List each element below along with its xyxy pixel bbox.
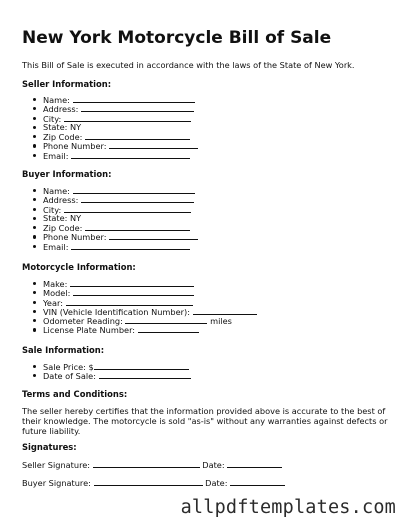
field-label: Address: [43, 104, 81, 115]
buyer-zip-field[interactable] [22, 223, 198, 232]
field-label: Odometer Reading: [43, 316, 126, 327]
terms-heading: Terms and Conditions: [22, 389, 128, 399]
field-blank[interactable] [70, 279, 194, 287]
field-blank[interactable] [73, 288, 194, 296]
field-label: City: [43, 204, 64, 215]
model-field[interactable] [22, 288, 257, 297]
document-title: New York Motorcycle Bill of Sale [22, 28, 332, 48]
field-label: Model: [43, 288, 73, 299]
intro-text: This Bill of Sale is executed in accordance with the laws of the State of New York. [22, 60, 355, 70]
field-blank[interactable] [66, 298, 193, 306]
buyer-signature-line[interactable] [22, 478, 285, 488]
buyer-signature-label: Buyer Signature: [22, 478, 94, 488]
buyer-date-blank[interactable] [230, 478, 285, 486]
field-label: Email: [43, 150, 72, 161]
sale-fields [22, 362, 191, 381]
field-blank[interactable] [109, 232, 198, 240]
seller-phone-field[interactable] [22, 141, 198, 150]
field-blank[interactable] [81, 104, 194, 112]
field-blank[interactable] [73, 95, 195, 103]
field-label: Make: [43, 279, 70, 289]
vin-field[interactable] [22, 307, 257, 316]
field-blank[interactable] [85, 223, 190, 231]
seller-name-field[interactable] [22, 95, 198, 104]
field-label: Name: [43, 95, 73, 105]
buyer-address-field[interactable] [22, 195, 198, 204]
buyer-state-field [22, 214, 198, 223]
signatures-heading: Signatures: [22, 442, 77, 452]
field-label: License Plate Number: [43, 325, 138, 336]
field-blank[interactable] [71, 242, 190, 250]
field-blank[interactable] [71, 151, 190, 159]
motorcycle-heading: Motorcycle Information: [22, 262, 136, 272]
motorcycle-fields [22, 279, 257, 335]
field-blank[interactable] [193, 307, 257, 315]
odometer-unit: miles [207, 316, 232, 327]
field-blank[interactable] [138, 325, 199, 333]
seller-date-blank[interactable] [227, 460, 282, 468]
field-blank[interactable] [125, 316, 207, 324]
field-label: VIN (Vehicle Identification Number): [43, 306, 193, 317]
terms-text: The seller hereby certifies that the information provided above is accurate to the best of their knowledge. The motorcycle is sold "as-is" without any warranties against defects or future liability. [22, 406, 388, 436]
field-label: Address: [43, 195, 81, 206]
sale-price-field[interactable] [22, 362, 191, 371]
buyer-name-field[interactable] [22, 186, 198, 195]
field-label: State: NY [43, 212, 82, 223]
seller-signature-line[interactable] [22, 460, 282, 470]
buyer-phone-field[interactable] [22, 232, 198, 241]
seller-fields [22, 95, 198, 160]
field-label: Zip Code: [43, 223, 86, 234]
license-plate-field[interactable] [22, 325, 257, 334]
field-label: Year: [43, 297, 66, 308]
field-blank[interactable] [94, 362, 189, 370]
buyer-signature-blank[interactable] [94, 478, 203, 486]
buyer-fields [22, 186, 198, 251]
field-label: Date of Sale: [43, 371, 99, 382]
field-label: Phone Number: [43, 232, 110, 243]
seller-date-label: Date: [199, 460, 228, 470]
field-label: Sale Price: $ [43, 362, 94, 372]
seller-state-field [22, 123, 198, 132]
make-field[interactable] [22, 279, 257, 288]
buyer-heading: Buyer Information: [22, 169, 112, 179]
seller-zip-field[interactable] [22, 132, 198, 141]
field-blank[interactable] [64, 205, 191, 213]
buyer-date-label: Date: [202, 478, 231, 488]
field-blank[interactable] [85, 132, 190, 140]
field-label: State: NY [43, 121, 82, 132]
seller-address-field[interactable] [22, 104, 198, 113]
watermark: allpdftemplates.com [180, 497, 396, 518]
field-label: Name: [43, 186, 73, 196]
field-blank[interactable] [81, 195, 194, 203]
buyer-email-field[interactable] [22, 242, 198, 251]
seller-email-field[interactable] [22, 151, 198, 160]
odometer-field[interactable] [22, 316, 257, 325]
field-blank[interactable] [99, 371, 191, 379]
sale-heading: Sale Information: [22, 345, 105, 355]
seller-signature-blank[interactable] [93, 460, 200, 468]
date-of-sale-field[interactable] [22, 371, 191, 380]
field-label: Email: [43, 241, 72, 252]
field-blank[interactable] [73, 186, 195, 194]
seller-heading: Seller Information: [22, 79, 112, 89]
year-field[interactable] [22, 298, 257, 307]
field-blank[interactable] [64, 114, 191, 122]
seller-signature-label: Seller Signature: [22, 460, 93, 470]
field-blank[interactable] [109, 141, 198, 149]
field-label: Zip Code: [43, 132, 86, 143]
field-label: City: [43, 113, 64, 124]
field-label: Phone Number: [43, 141, 110, 152]
